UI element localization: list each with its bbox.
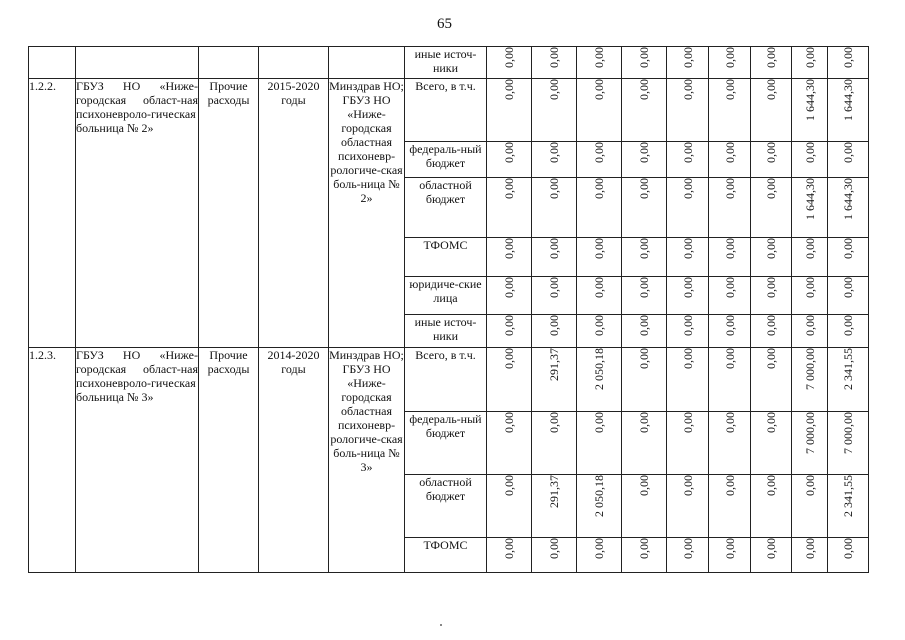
amount-cell [532, 475, 577, 538]
funding-source: Всего, в т.ч. [405, 79, 487, 142]
amount-cell [828, 475, 869, 538]
amount-value: 0,00 [841, 142, 855, 163]
item-index: 1.2.2. [29, 79, 76, 348]
budget-table [28, 46, 869, 573]
amount-cell [667, 238, 709, 277]
amount-cell [828, 178, 869, 238]
amount-cell [622, 178, 667, 238]
amount-value: 0,00 [722, 277, 737, 298]
institution-name: ГБУЗ НО «Ниже-городская област-ная психоневроло-гическая больница № 3» [76, 348, 199, 573]
funding-source: федераль-ный бюджет [405, 142, 487, 178]
responsible-executor: Минздрав НО; ГБУЗ НО «Ниже-городская областная психоневр-рологиче-ская боль-ница № 2» [329, 79, 405, 348]
amount-cell [667, 79, 709, 142]
amount-cell [622, 79, 667, 142]
amount-value: 291,37 [547, 348, 561, 381]
amount-cell [709, 475, 751, 538]
amount-cell [667, 142, 709, 178]
funding-source: Всего, в т.ч. [405, 348, 487, 412]
amount-value: 0,00 [841, 277, 855, 298]
amount-cell [577, 47, 622, 79]
amount-cell [622, 238, 667, 277]
amount-cell [751, 142, 792, 178]
amount-value: 0,00 [680, 142, 695, 163]
implementation-period [259, 47, 329, 79]
amount-value: 0,00 [802, 238, 817, 259]
amount-cell [532, 47, 577, 79]
amount-value: 0,00 [764, 315, 778, 336]
amount-cell [751, 178, 792, 238]
amount-value: 0,00 [637, 142, 651, 163]
amount-value: 0,00 [502, 412, 516, 433]
amount-cell [751, 475, 792, 538]
amount-value: 7 000,00 [802, 348, 817, 390]
amount-value: 0,00 [722, 47, 737, 68]
amount-cell [622, 315, 667, 348]
amount-cell [792, 277, 828, 315]
amount-value: 0,00 [592, 538, 606, 559]
amount-value: 0,00 [547, 47, 561, 68]
amount-cell [709, 47, 751, 79]
amount-value: 0,00 [547, 238, 561, 259]
amount-value: 0,00 [637, 238, 651, 259]
amount-cell [751, 315, 792, 348]
amount-cell [622, 47, 667, 79]
amount-cell [751, 348, 792, 412]
amount-cell [792, 47, 828, 79]
amount-value: 7 000,00 [841, 412, 855, 454]
amount-cell [532, 238, 577, 277]
amount-cell [751, 277, 792, 315]
amount-cell [792, 412, 828, 475]
amount-value: 0,00 [722, 142, 737, 163]
amount-value: 291,37 [547, 475, 561, 508]
amount-cell [828, 142, 869, 178]
amount-cell [622, 412, 667, 475]
amount-value: 2 050,18 [592, 348, 606, 390]
amount-value: 0,00 [722, 538, 737, 559]
amount-cell [487, 142, 532, 178]
amount-value: 1 644,30 [841, 79, 855, 121]
amount-value: 0,00 [680, 538, 695, 559]
amount-cell [487, 238, 532, 277]
amount-value: 0,00 [547, 412, 561, 433]
funding-source: федераль-ный бюджет [405, 412, 487, 475]
amount-cell [577, 538, 622, 573]
amount-value: 0,00 [722, 79, 737, 100]
amount-value: 0,00 [637, 47, 651, 68]
responsible-executor: Минздрав НО; ГБУЗ НО «Ниже-городская областная психоневр-рологиче-ская боль-ница № 3» [329, 348, 405, 573]
amount-value: 0,00 [680, 178, 695, 199]
amount-cell [577, 315, 622, 348]
amount-value: 0,00 [680, 475, 695, 496]
amount-value: 0,00 [592, 277, 606, 298]
amount-value: 0,00 [592, 79, 606, 100]
amount-value: 0,00 [841, 538, 855, 559]
amount-cell [667, 277, 709, 315]
item-index: 1.2.3. [29, 348, 76, 573]
amount-value: 0,00 [502, 47, 516, 68]
funding-source: иные источ-ники [405, 315, 487, 348]
amount-cell [709, 348, 751, 412]
amount-value: 0,00 [592, 142, 606, 163]
implementation-period: 2014-2020 годы [259, 348, 329, 573]
amount-cell [792, 538, 828, 573]
amount-cell [828, 277, 869, 315]
amount-cell [709, 142, 751, 178]
funding-source: ТФОМС [405, 238, 487, 277]
amount-value: 0,00 [764, 475, 778, 496]
amount-value: 0,00 [502, 475, 516, 496]
amount-value: 0,00 [722, 178, 737, 199]
amount-cell [792, 315, 828, 348]
amount-cell [709, 178, 751, 238]
amount-cell [622, 538, 667, 573]
amount-cell [667, 412, 709, 475]
amount-cell [532, 348, 577, 412]
amount-value: 0,00 [637, 315, 651, 336]
amount-value: 0,00 [502, 277, 516, 298]
amount-cell [709, 412, 751, 475]
amount-value: 0,00 [547, 538, 561, 559]
amount-cell [577, 178, 622, 238]
amount-value: 0,00 [680, 277, 695, 298]
amount-cell [577, 238, 622, 277]
amount-value: 0,00 [547, 142, 561, 163]
amount-value: 2 341,55 [841, 475, 855, 517]
amount-value: 0,00 [592, 47, 606, 68]
table-row [29, 348, 869, 412]
amount-cell [487, 348, 532, 412]
expense-category: Прочие расходы [199, 348, 259, 573]
amount-cell [828, 315, 869, 348]
amount-value: 0,00 [637, 79, 651, 100]
amount-cell [667, 178, 709, 238]
amount-cell [828, 538, 869, 573]
expense-category: Прочие расходы [199, 79, 259, 348]
amount-cell [828, 412, 869, 475]
amount-value: 0,00 [680, 412, 695, 433]
amount-cell [751, 538, 792, 573]
amount-cell [709, 238, 751, 277]
amount-cell [751, 47, 792, 79]
amount-cell [487, 79, 532, 142]
amount-cell [487, 47, 532, 79]
amount-cell [577, 277, 622, 315]
amount-value: 0,00 [637, 475, 651, 496]
funding-source: областной бюджет [405, 178, 487, 238]
amount-cell [667, 475, 709, 538]
amount-value: 0,00 [592, 315, 606, 336]
amount-cell [709, 315, 751, 348]
amount-cell [792, 475, 828, 538]
funding-source: иные источ-ники [405, 47, 487, 79]
amount-cell [532, 538, 577, 573]
amount-cell [751, 238, 792, 277]
funding-source: областной бюджет [405, 475, 487, 538]
amount-cell [709, 538, 751, 573]
amount-cell [828, 238, 869, 277]
amount-value: 0,00 [841, 315, 855, 336]
amount-cell [751, 79, 792, 142]
amount-value: 0,00 [802, 538, 817, 559]
amount-cell [622, 277, 667, 315]
amount-cell [487, 538, 532, 573]
amount-cell [622, 475, 667, 538]
amount-value: 0,00 [592, 412, 606, 433]
amount-cell [577, 79, 622, 142]
amount-value: 0,00 [722, 412, 737, 433]
amount-cell [532, 142, 577, 178]
page-number: 65 [437, 16, 452, 32]
amount-cell [487, 277, 532, 315]
amount-cell [622, 142, 667, 178]
amount-cell [532, 277, 577, 315]
amount-value: 0,00 [764, 47, 778, 68]
amount-cell [532, 79, 577, 142]
amount-cell [828, 348, 869, 412]
amount-value: 0,00 [764, 178, 778, 199]
amount-value: 0,00 [637, 277, 651, 298]
amount-value: 0,00 [502, 315, 516, 336]
amount-cell [532, 412, 577, 475]
amount-value: 0,00 [637, 412, 651, 433]
amount-cell [792, 238, 828, 277]
amount-cell [792, 178, 828, 238]
amount-value: 0,00 [764, 538, 778, 559]
amount-value: 0,00 [764, 412, 778, 433]
amount-value: 0,00 [547, 315, 561, 336]
amount-cell [667, 47, 709, 79]
amount-cell [577, 412, 622, 475]
amount-value: 0,00 [802, 315, 817, 336]
amount-value: 1 644,30 [802, 79, 817, 121]
amount-value: 0,00 [502, 178, 516, 199]
amount-value: 0,00 [637, 178, 651, 199]
amount-cell [487, 315, 532, 348]
amount-cell [577, 348, 622, 412]
amount-cell [751, 412, 792, 475]
funding-source: юридиче-ские лица [405, 277, 487, 315]
amount-value: 0,00 [764, 277, 778, 298]
amount-value: 0,00 [841, 47, 855, 68]
amount-value: 0,00 [592, 178, 606, 199]
amount-value: 0,00 [547, 178, 561, 199]
amount-cell [667, 538, 709, 573]
amount-value: 0,00 [802, 47, 817, 68]
amount-cell [532, 178, 577, 238]
amount-cell [577, 475, 622, 538]
amount-cell [487, 475, 532, 538]
amount-value: 1 644,30 [802, 178, 817, 220]
amount-value: 0,00 [680, 79, 695, 100]
amount-value: 2 050,18 [592, 475, 606, 517]
amount-cell [577, 142, 622, 178]
amount-cell [667, 315, 709, 348]
amount-value: 0,00 [722, 475, 737, 496]
amount-value: 0,00 [722, 315, 737, 336]
page-mark [440, 624, 442, 626]
amount-value: 0,00 [637, 538, 651, 559]
amount-cell [532, 315, 577, 348]
table-row [29, 79, 869, 142]
amount-value: 0,00 [502, 238, 516, 259]
amount-value: 0,00 [802, 475, 817, 496]
amount-value: 0,00 [680, 315, 695, 336]
implementation-period: 2015-2020 годы [259, 79, 329, 348]
amount-value: 0,00 [764, 79, 778, 100]
institution-name [76, 47, 199, 79]
amount-value: 0,00 [680, 238, 695, 259]
amount-value: 0,00 [841, 238, 855, 259]
amount-cell [667, 348, 709, 412]
expense-category [199, 47, 259, 79]
amount-value: 7 000,00 [802, 412, 817, 454]
institution-name: ГБУЗ НО «Ниже-городская област-ная психоневроло-гическая больница № 2» [76, 79, 199, 348]
amount-cell [622, 348, 667, 412]
amount-value: 1 644,30 [841, 178, 855, 220]
amount-cell [487, 178, 532, 238]
amount-value: 0,00 [502, 348, 516, 369]
amount-value: 0,00 [802, 142, 817, 163]
amount-value: 0,00 [502, 538, 516, 559]
amount-value: 2 341,55 [841, 348, 855, 390]
amount-value: 0,00 [764, 142, 778, 163]
amount-cell [828, 79, 869, 142]
amount-value: 0,00 [722, 238, 737, 259]
funding-source: ТФОМС [405, 538, 487, 573]
table-row [29, 47, 869, 79]
amount-value: 0,00 [764, 348, 778, 369]
amount-value: 0,00 [680, 47, 695, 68]
amount-cell [792, 348, 828, 412]
amount-value: 0,00 [680, 348, 695, 369]
amount-value: 0,00 [637, 348, 651, 369]
amount-cell [709, 277, 751, 315]
amount-cell [792, 79, 828, 142]
amount-cell [709, 79, 751, 142]
amount-value: 0,00 [802, 277, 817, 298]
amount-value: 0,00 [722, 348, 737, 369]
amount-value: 0,00 [764, 238, 778, 259]
amount-cell [792, 142, 828, 178]
item-index [29, 47, 76, 79]
amount-value: 0,00 [502, 79, 516, 100]
amount-cell [487, 412, 532, 475]
amount-value: 0,00 [592, 238, 606, 259]
amount-value: 0,00 [547, 277, 561, 298]
amount-value: 0,00 [547, 79, 561, 100]
responsible-executor [329, 47, 405, 79]
amount-value: 0,00 [502, 142, 516, 163]
amount-cell [828, 47, 869, 79]
